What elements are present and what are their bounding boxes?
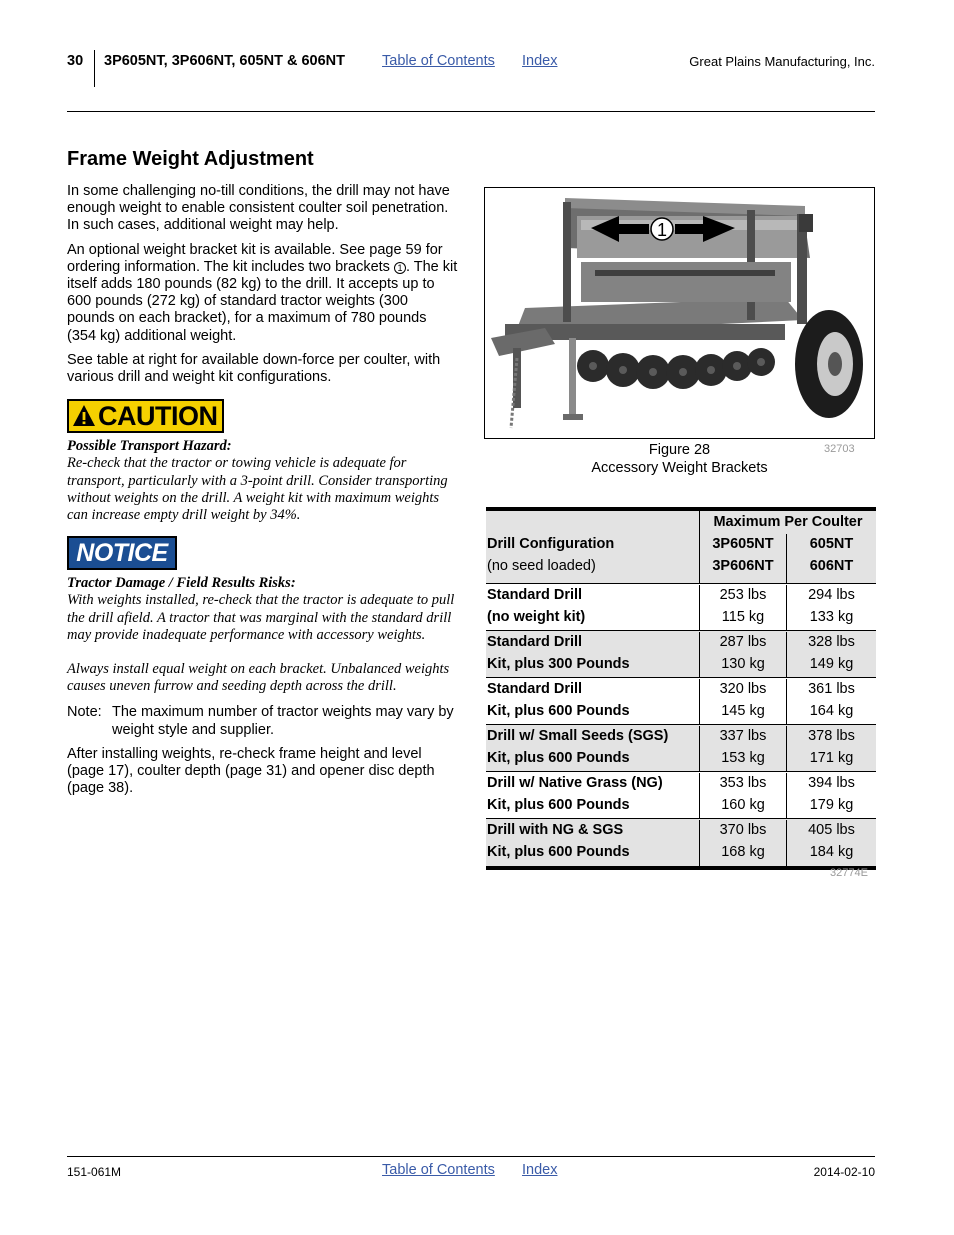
- page-number: 30: [67, 53, 84, 69]
- row-config-line1: Standard Drill: [487, 681, 583, 697]
- header-model-a-line1: 3P605NT: [712, 536, 774, 552]
- figure-caption-title: Accessory Weight Brackets: [591, 459, 768, 476]
- row-value-b-kg: 149 kg: [809, 655, 854, 672]
- figure-caption-number: Figure 28: [648, 442, 711, 458]
- header-config-title: Drill Configuration: [487, 536, 615, 552]
- kit-text-b: . The kit itself adds 180 pounds (82 kg) to the drill. It accepts up to 600 pounds (272 kg) of standard tractor weights (300 pounds on each bracket), for a maximum of 780 pounds (354 kg) additional weight.: [67, 258, 458, 344]
- kit-paragraph: [67, 242, 459, 345]
- row-config: [486, 632, 700, 677]
- row-value-b: [787, 585, 876, 630]
- row-value-a-lbs: 287 lbs: [719, 634, 767, 650]
- row-value-a-kg: 115 kg: [721, 608, 765, 625]
- row-value-b-lbs: 405 lbs: [808, 822, 855, 838]
- header-model-a-line2: 3P606NT: [712, 557, 774, 574]
- drill-illustration: [485, 188, 875, 439]
- row-value-a: [700, 773, 787, 818]
- row-value-a-kg: 130 kg: [721, 655, 765, 672]
- figure-image-number: 32703: [824, 443, 855, 455]
- header-model-a: [700, 534, 787, 583]
- warning-icon: [72, 404, 96, 428]
- row-value-a-kg: 160 kg: [721, 796, 765, 813]
- header-config-cell: [486, 511, 700, 583]
- header-toc-link[interactable]: Table of Contents: [382, 53, 495, 69]
- note-label: Note:: [67, 704, 102, 721]
- row-value-b-lbs: 378 lbs: [808, 728, 855, 744]
- header-max-group: [700, 511, 876, 583]
- note-text: The maximum number of tractor weights may vary by weight style and supplier.: [112, 704, 454, 738]
- note-block: [67, 704, 459, 738]
- intro-paragraph: In some challenging no-till conditions, the drill may not have enough weight to enable consistent coulter soil penetration. In such cases, additional weight may help.: [67, 183, 450, 234]
- row-config: [486, 585, 700, 630]
- table-ref-paragraph: See table at right for available down-force per coulter, with various drill and weight kit configurations.: [67, 351, 441, 386]
- row-config-line1: Standard Drill: [487, 587, 583, 603]
- row-config: [486, 773, 700, 818]
- row-value-a-lbs: 353 lbs: [719, 775, 767, 791]
- row-value-a-lbs: 337 lbs: [719, 728, 767, 744]
- caution-heading: Possible Transport Hazard:: [67, 438, 232, 455]
- page-header: [67, 50, 875, 90]
- row-config-line2: Kit, plus 600 Pounds: [487, 796, 630, 813]
- footer-date: 2014-02-10: [813, 1165, 875, 1179]
- row-value-a-kg: 145 kg: [721, 702, 765, 719]
- table-row: [486, 772, 876, 819]
- row-value-a-lbs: 320 lbs: [719, 681, 767, 697]
- row-config-line2: Kit, plus 600 Pounds: [487, 749, 630, 766]
- row-value-b-kg: 164 kg: [809, 702, 854, 719]
- row-value-a: [700, 632, 787, 677]
- notice-heading: Tractor Damage / Field Results Risks:: [67, 575, 296, 592]
- row-value-a: [700, 679, 787, 724]
- kit-text-a: An optional weight bracket kit is available. See page 59 for ordering information. The kit includes two brackets: [67, 241, 443, 275]
- figure-caption: [484, 442, 875, 477]
- header-max-per-coulter: Maximum Per Coulter: [713, 514, 863, 530]
- table-row: [486, 631, 876, 678]
- row-config-line1: Drill w/ Small Seeds (SGS): [487, 728, 669, 744]
- row-value-b-lbs: 361 lbs: [808, 681, 855, 697]
- notice-text-2: Always install equal weight on each bracket. Unbalanced weights causes uneven furrow and seeding depth across the drill.: [67, 661, 450, 695]
- row-config-line1: Drill with NG & SGS: [487, 822, 624, 838]
- header-index-link[interactable]: Index: [522, 53, 558, 69]
- table-row: [486, 584, 876, 631]
- callout-ref-1: 1: [394, 262, 406, 274]
- row-value-a-kg: 153 kg: [721, 749, 765, 766]
- caution-label: CAUTION: [98, 401, 218, 432]
- row-value-a: [700, 726, 787, 771]
- row-config-line2: Kit, plus 600 Pounds: [487, 843, 630, 860]
- notice-badge: [67, 536, 177, 570]
- row-value-a: [700, 820, 787, 866]
- row-config-line1: Drill w/ Native Grass (NG): [487, 775, 663, 791]
- row-value-a: [700, 585, 787, 630]
- row-value-b-kg: 184 kg: [809, 843, 854, 860]
- notice-label: NOTICE: [76, 538, 168, 567]
- footer-rule: [67, 1156, 875, 1157]
- caution-badge: [67, 399, 224, 433]
- row-config-line2: Kit, plus 600 Pounds: [487, 702, 630, 719]
- header-model-cells: [700, 534, 876, 583]
- figure-accessory-weight-brackets: [484, 187, 875, 439]
- table-header-row: [486, 511, 876, 584]
- row-value-b-lbs: 294 lbs: [808, 587, 855, 603]
- row-value-b: [787, 679, 876, 724]
- row-value-a-kg: 168 kg: [721, 843, 765, 860]
- row-config-line1: Standard Drill: [487, 634, 583, 650]
- row-value-b: [787, 632, 876, 677]
- caution-text: Re-check that the tractor or towing vehicle is adequate for transport, particularly with a 3-point drill. Consider transporting without weights on the drill. A weight kit with maximum weights can increase empty drill weight by 34%.: [67, 455, 448, 524]
- row-value-b-kg: 171 kg: [809, 749, 854, 766]
- footer-toc-link[interactable]: Table of Contents: [382, 1162, 495, 1178]
- row-value-b-kg: 133 kg: [809, 608, 854, 625]
- figure-callout-label: 1: [656, 220, 668, 240]
- row-config: [486, 820, 700, 866]
- footer-doc-number: 151-061M: [67, 1165, 122, 1179]
- row-value-b-kg: 179 kg: [809, 796, 854, 813]
- row-config: [486, 726, 700, 771]
- row-value-b: [787, 726, 876, 771]
- table-row: [486, 819, 876, 866]
- notice-text-1: With weights installed, re-check that the tractor is adequate to pull the drill afield. A tractor that was marginal with the standard drill may provide inadequate performance with accessory weights.: [67, 592, 455, 643]
- row-value-a-lbs: 253 lbs: [719, 587, 767, 603]
- row-value-b-lbs: 394 lbs: [808, 775, 855, 791]
- left-column: [67, 148, 459, 804]
- row-config-line2: (no weight kit): [487, 608, 586, 625]
- header-divider: [94, 50, 95, 87]
- row-value-b-lbs: 328 lbs: [808, 634, 855, 650]
- header-rule: [67, 111, 875, 112]
- section-heading: Frame Weight Adjustment: [67, 148, 314, 170]
- header-model-b: [787, 534, 876, 583]
- company-name: Great Plains Manufacturing, Inc.: [689, 54, 875, 69]
- after-install-paragraph: After installing weights, re-check frame height and level (page 17), coulter depth (page 31) and opener disc depth (page 38).: [67, 745, 435, 797]
- row-value-b: [787, 820, 876, 866]
- row-config-line2: Kit, plus 300 Pounds: [487, 655, 630, 672]
- header-config-subtitle: (no seed loaded): [487, 557, 596, 574]
- row-value-b: [787, 773, 876, 818]
- row-value-a-lbs: 370 lbs: [719, 822, 767, 838]
- table-image-number: 32774E: [830, 867, 868, 879]
- header-model-b-line1: 605NT: [809, 536, 854, 552]
- row-config: [486, 679, 700, 724]
- footer-index-link[interactable]: Index: [522, 1162, 558, 1178]
- down-force-table: [486, 507, 876, 870]
- table-row: [486, 678, 876, 725]
- table-row: [486, 725, 876, 772]
- document-title: 3P605NT, 3P606NT, 605NT & 606NT: [104, 53, 345, 69]
- header-model-b-line2: 606NT: [809, 557, 854, 574]
